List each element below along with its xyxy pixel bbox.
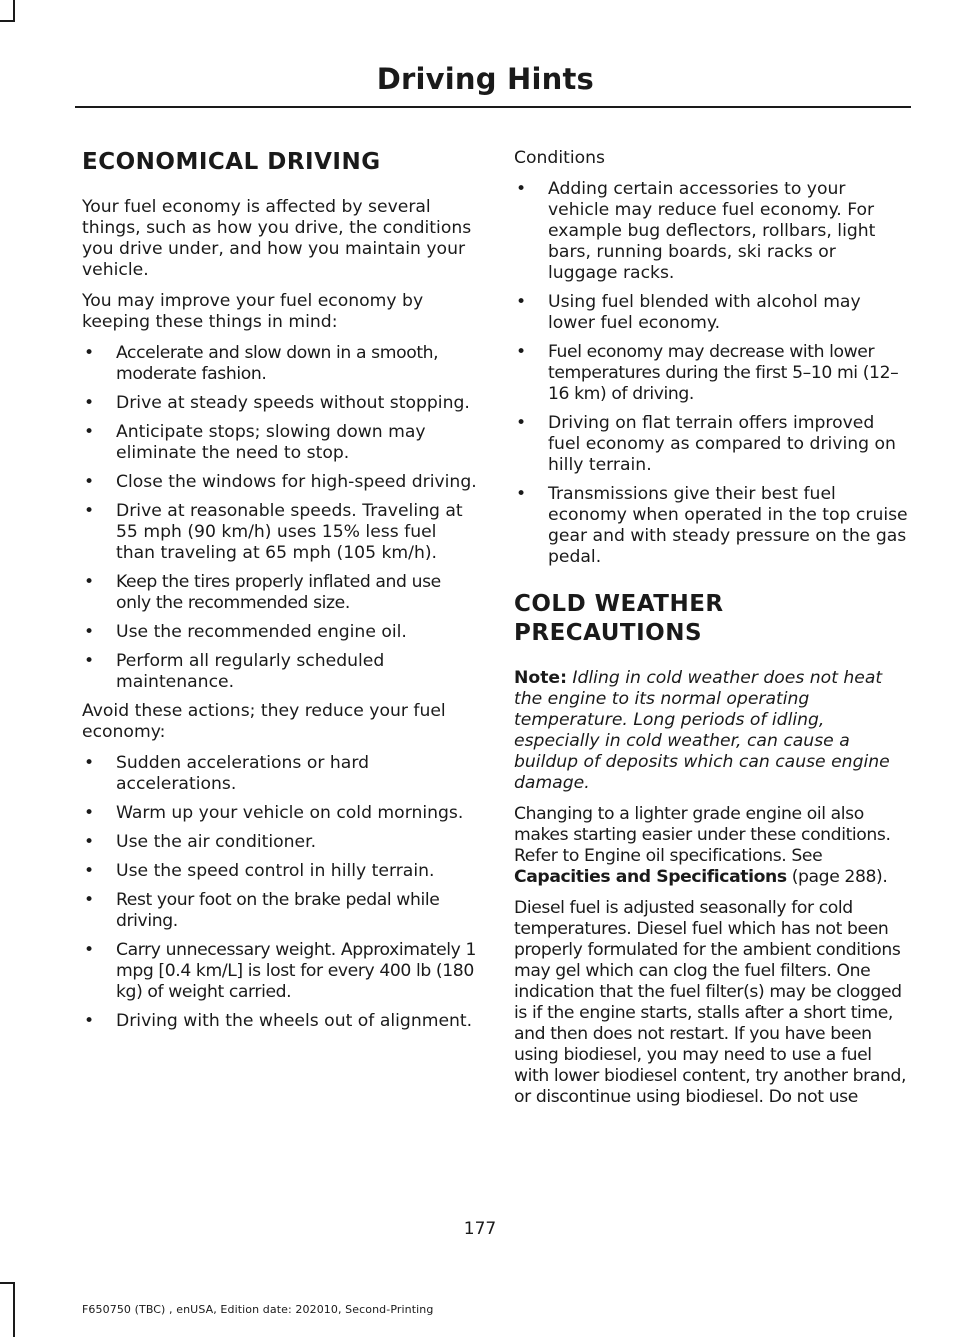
- page-reference: (page 288).: [791, 867, 888, 887]
- crop-mark: [0, 20, 15, 22]
- avoid-list: [82, 753, 477, 1032]
- list-item: • Drive at steady speeds without stopping.: [84, 393, 470, 413]
- list-item: • Transmissions give their best fuel economy when operated in the top cruise gear and with steady pressure on the gas pedal.: [516, 484, 908, 567]
- crop-mark: [13, 1282, 15, 1337]
- edition-footer: F650750 (TBC) , enUSA, Edition date: 202010, Second-Printing: [82, 1303, 434, 1316]
- list-item: • Keep the tires properly inflated and use only the recommended size.: [84, 572, 441, 613]
- header-rule: [75, 106, 911, 108]
- heading-line: PRECAUTIONS: [514, 620, 703, 646]
- diesel-paragraph: Diesel fuel is adjusted seasonally for cold temperatures. Diesel fuel which has not been properly formulated for the ambient conditions may gel which can clog the fuel filters. One indication that the fuel filter(s) may be clogged is if the engine starts, stalls after a short time, and then does not restart. If you have been using biodiesel, you may need to use a fuel with lower biodiesel content, try another brand, or discontinue using biodiesel. Do not use: [514, 898, 907, 1107]
- improve-list: [82, 343, 477, 693]
- left-column: [82, 148, 477, 1040]
- cold-weather-note: [514, 668, 910, 794]
- conditions-label: Conditions: [514, 148, 605, 168]
- list-item: • Driving on flat terrain offers improved fuel economy as compared to driving on hilly terrain.: [516, 413, 896, 475]
- heading-line: COLD WEATHER: [514, 591, 724, 617]
- page-number: 177: [463, 1219, 497, 1239]
- list-item: • Adding certain accessories to your vehicle may reduce fuel economy. For example bug deflectors, rollbars, light bars, running boards, ski racks or luggage racks.: [516, 179, 876, 283]
- list-item: • Use the air conditioner.: [84, 832, 317, 852]
- engine-oil-paragraph: Changing to a lighter grade engine oil also makes starting easier under these conditions. Refer to Engine oil specifications. See Capacities and Specifications (page 288).: [514, 804, 891, 887]
- list-item: • Use the speed control in hilly terrain.: [84, 861, 435, 881]
- running-header: Driving Hints: [376, 62, 594, 96]
- list-item: • Fuel economy may decrease with lower temperatures during the first 5–10 mi (12–16 km) of driving.: [516, 342, 899, 404]
- avoid-intro: Avoid these actions; they reduce your fuel economy:: [82, 701, 446, 742]
- note-text: Idling in cold weather does not heat the engine to its normal operating temperature. Long periods of idling, especially in cold weather, can cause a buildup of deposits which can cause engine damage.: [514, 668, 890, 793]
- list-item: • Driving with the wheels out of alignment.: [84, 1011, 473, 1031]
- improve-intro: You may improve your fuel economy by keeping these things in mind:: [82, 291, 424, 332]
- intro-paragraph: Your fuel economy is affected by several things, such as how you drive, the conditions you drive under, and how you maintain your vehicle.: [82, 197, 472, 280]
- crop-mark: [0, 1282, 15, 1284]
- list-item: • Close the windows for high-speed driving.: [84, 472, 477, 492]
- list-item: • Use the recommended engine oil.: [84, 622, 407, 642]
- right-column: [514, 148, 910, 1118]
- economical-driving-heading: ECONOMICAL DRIVING: [82, 149, 381, 175]
- capacities-link[interactable]: Capacities and Specifications: [514, 867, 787, 887]
- list-item: • Warm up your vehicle on cold mornings.: [84, 803, 464, 823]
- list-item: • Sudden accelerations or hard accelerations.: [84, 753, 369, 794]
- note-label: Note:: [514, 668, 567, 688]
- cold-weather-heading: [514, 590, 910, 648]
- list-item: • Using fuel blended with alcohol may lower fuel economy.: [516, 292, 861, 333]
- list-item: • Drive at reasonable speeds. Traveling at 55 mph (90 km/h) uses 15% less fuel than traveling at 65 mph (105 km/h).: [84, 501, 463, 563]
- list-item: • Perform all regularly scheduled maintenance.: [84, 651, 385, 692]
- list-item: • Anticipate stops; slowing down may eliminate the need to stop.: [84, 422, 426, 463]
- conditions-list: [514, 179, 910, 568]
- list-item: • Accelerate and slow down in a smooth, moderate fashion.: [84, 343, 439, 384]
- list-item: • Rest your foot on the brake pedal while driving.: [84, 890, 440, 931]
- list-item: • Carry unnecessary weight. Approximately 1 mpg [0.4 km/L] is lost for every 400 lb (180 kg) of weight carried.: [84, 940, 477, 1002]
- crop-mark: [13, 0, 15, 22]
